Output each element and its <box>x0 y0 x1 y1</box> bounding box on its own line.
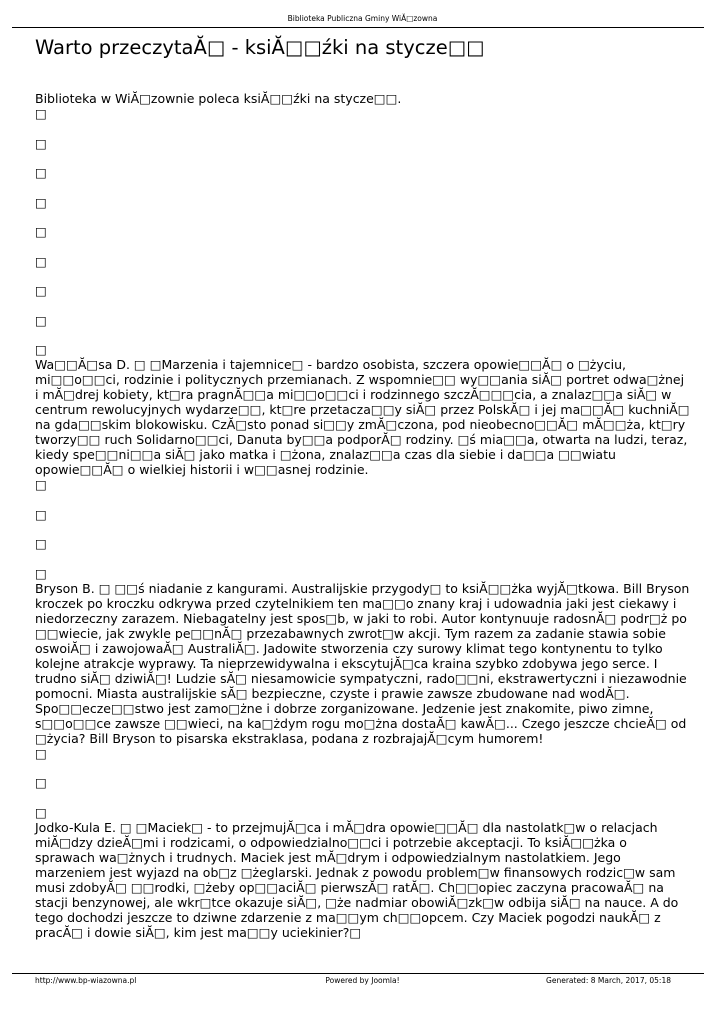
book-review-jodko-kula: Jodko-Kula E. □ □Maciek□ - to przejmujĂ□ca i mĂ□dra opowie□□Ă□ dla nastolatk□w o relacjach miĂ□dzy dzieĂ□mi i rodzicami, o odpowiedzialno□□ci i potrzebie akceptacji. To ksiĂ□□żka o sprawach wa□żnych i trudnych. Maciek jest mĂ□drym i odpowiedzialnym nastolatkiem. Jego marzeniem jest wyjazd na ob□z □żeglarski. Jednak z powodu problem□w finansowych rodzic□w sam musi zdobyĂ□ □□rodki, □żeby op□□aciĂ□ pierwszĂ□ ratĂ□. Ch□□opiec zaczyna pracowaĂ□ na stacji benzynowej, ale wkr□tce okazuje siĂ□, □że nadmiar obowiĂ□zk□w odbija siĂ□ na nauce. A do tego dochodzi jeszcze to dziwne zdarzenie z ma□□ym ch□□opcem. Czy Maciek pogodzi naukĂ□ z pracĂ□ i dowie siĂ□, kim jest ma□□y uciekinier?□ <box>35 819 679 940</box>
book-review-walesa: Wa□□Ă□sa D. □ □Marzenia i tajemnice□ - bardzo osobista, szczera opowie□□Ă□ o □życiu, mi□□o□□ci, rodzinie i politycznych przemianach. Z wspomnie□□ wy□□ania siĂ□ portret odwa□żnej i mĂ□drej kobiety, kt□ra pragnĂ□□a mi□□o□□ci i rodzinnego szczĂ□□□cia, a znalaz□□a siĂ□ w centrum rewolucyjnych wydarze□□, kt□re przetacza□□y siĂ□ przez PolskĂ□ i jej ma□□Ă□ kuchniĂ□ na gda□□skim blokowisku. CzĂ□sto ponad si□□y zmĂ□czona, pod nieobecno□□Ă□ mĂ□□ża, kt□ry tworzy□□ ruch Solidarno□□ci, Danuta by□□a podporĂ□ rodziny. □ś mia□□a, otwarta na ludzi, teraz, kiedy spe□□ni□□a siĂ□ jako matka i □żona, znalaz□□a czas dla siebie i da□□a □□wiatu opowie□□Ă□ o wielkiej historii i w□□asnej rodzinie. <box>35 357 690 477</box>
placeholder-glyph: □ <box>35 745 47 761</box>
placeholder-glyph: □ <box>35 283 47 298</box>
placeholder-glyph: □ <box>35 194 47 210</box>
footer-divider <box>12 973 704 974</box>
placeholder-glyph: □ <box>35 342 47 357</box>
placeholder-glyph: □ <box>35 135 47 151</box>
placeholder-glyph: □ <box>35 106 47 121</box>
placeholder-glyph: □ <box>35 804 47 820</box>
footer-generated-date: Generated: 8 March, 2017, 05:18 <box>546 976 671 985</box>
article-body <box>35 91 690 940</box>
placeholder-glyph: □ <box>35 506 47 522</box>
article-title: Warto przeczytaĂ□ - ksiĂ□□źki na stycze□□ <box>35 36 485 59</box>
intro-text: Biblioteka w WiĂ□zownie poleca ksiĂ□□źki na stycze□□. <box>35 91 402 106</box>
footer-url[interactable]: http://www.bp-wiazowna.pl <box>35 976 137 985</box>
placeholder-glyph: □ <box>35 224 47 239</box>
site-name-header: Biblioteka Publiczna Gminy WiĂ□zowna <box>287 14 438 23</box>
placeholder-glyph: □ <box>35 253 47 269</box>
footer-powered-by: Powered by Joomla! <box>325 976 400 985</box>
placeholder-glyph: □ <box>35 565 47 581</box>
placeholder-glyph: □ <box>35 477 47 492</box>
book-review-bryson: Bryson B. □ □□ś niadanie z kangurami. Australijskie przygody□ to ksiĂ□□żka wyjĂ□tkowa. Bill Bryson kroczek po kroczku odkrywa przed czytelnikiem ten ma□□o znany kraj i udowadnia jaki jest ciekawy i niedorzeczny zarazem. Niebagatelny jest spos□b, w jaki to robi. Autor kontynuuje radosnĂ□ podr□ż po □□wiecie, jak zwykle pe□□nĂ□ przezabawnych zwrot□w akcji. Tym razem za zadanie stawia sobie oswoiĂ□ i zawojowaĂ□ AustraliĂ□. Jadowite stworzenia czy surowy klimat tego kontynentu to tylko kolejne atrakcje wyprawy. Ta nieprzewidywalna i ekscytujĂ□ca kraina szybko zdobywa jego serce. I trudno siĂ□ dziwiĂ□! Ludzie sĂ□ niesamowicie sympatyczni, rado□□ni, ekstrawertyczni i niezawodnie pomocni. Miasta australijskie sĂ□ bezpieczne, czyste i prawie zawsze zbudowane nad wodĂ□. Spo□□ecze□□stwo jest zamo□żne i dobrze zorganizowane. Jedzenie jest znakomite, piwo zimne, s□□o□□ce zawsze □□wieci, na ka□żdym rogu mo□żna dostaĂ□ kawĂ□... Czego jeszcze chcieĂ□ od □życia? Bill Bryson to pisarska ekstraklasa, podana z rozbrajajĂ□cym humorem! <box>35 580 690 746</box>
header-divider <box>12 27 704 28</box>
placeholder-glyph: □ <box>35 165 47 180</box>
placeholder-glyph: □ <box>35 775 47 790</box>
placeholder-glyph: □ <box>35 312 47 328</box>
placeholder-glyph: □ <box>35 536 47 551</box>
